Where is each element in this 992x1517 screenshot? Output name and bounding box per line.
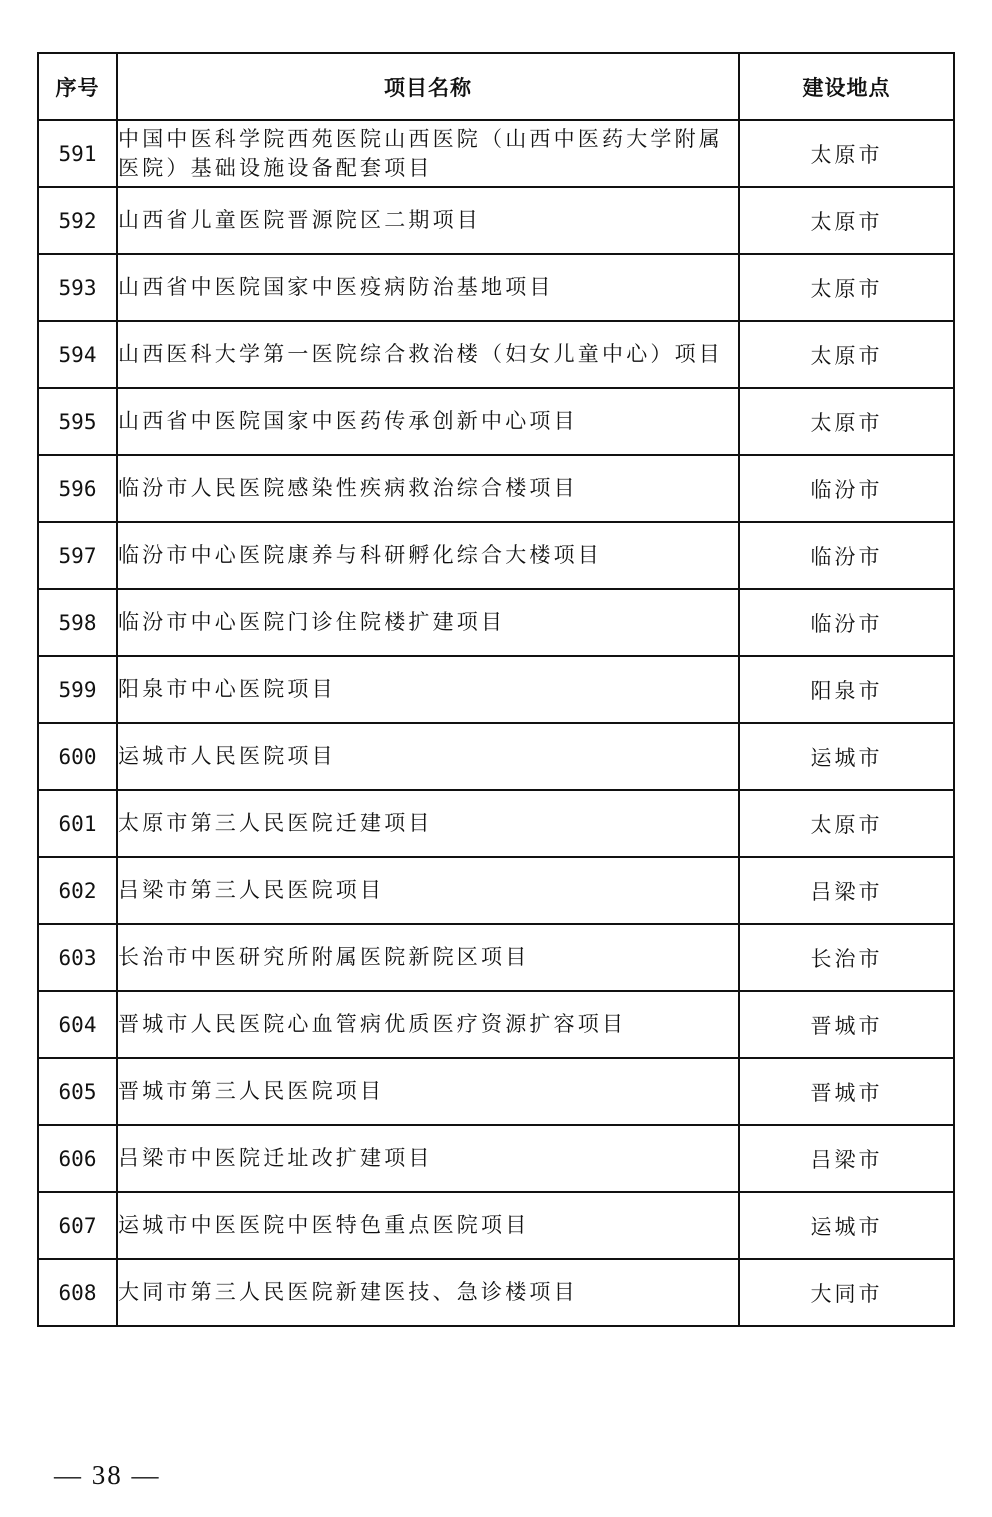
row-serial-number: 603 — [38, 924, 117, 991]
row-location: 临汾市 — [739, 455, 954, 522]
row-location: 阳泉市 — [739, 656, 954, 723]
row-project-name: 运城市人民医院项目 — [117, 723, 739, 790]
project-table — [37, 52, 955, 1327]
row-serial-number: 605 — [38, 1058, 117, 1125]
row-project-name: 长治市中医研究所附属医院新院区项目 — [117, 924, 739, 991]
row-serial-number: 607 — [38, 1192, 117, 1259]
row-project-name: 吕梁市第三人民医院项目 — [117, 857, 739, 924]
table-header-row — [38, 53, 954, 120]
page-number: — 38 — — [54, 1460, 161, 1490]
row-project-name: 临汾市人民医院感染性疾病救治综合楼项目 — [117, 455, 739, 522]
header-project-name: 项目名称 — [117, 53, 739, 120]
row-location: 太原市 — [739, 321, 954, 388]
row-project-name: 临汾市中心医院门诊住院楼扩建项目 — [117, 589, 739, 656]
row-location: 运城市 — [739, 723, 954, 790]
row-serial-number: 601 — [38, 790, 117, 857]
row-location: 太原市 — [739, 790, 954, 857]
row-project-name: 中国中医科学院西苑医院山西医院（山西中医药大学附属医院）基础设施设备配套项目 — [117, 120, 739, 187]
row-serial-number: 599 — [38, 656, 117, 723]
row-project-name: 临汾市中心医院康养与科研孵化综合大楼项目 — [117, 522, 739, 589]
row-serial-number: 597 — [38, 522, 117, 589]
row-location: 临汾市 — [739, 522, 954, 589]
table-row — [38, 522, 954, 589]
row-serial-number: 593 — [38, 254, 117, 321]
table-row — [38, 991, 954, 1058]
table-row — [38, 857, 954, 924]
table-row — [38, 589, 954, 656]
table-row — [38, 388, 954, 455]
table-row — [38, 1192, 954, 1259]
row-serial-number: 600 — [38, 723, 117, 790]
header-serial-number: 序号 — [38, 53, 117, 120]
row-location: 太原市 — [739, 254, 954, 321]
table-row — [38, 455, 954, 522]
row-serial-number: 606 — [38, 1125, 117, 1192]
table-row — [38, 656, 954, 723]
row-project-name: 太原市第三人民医院迁建项目 — [117, 790, 739, 857]
table-row — [38, 187, 954, 254]
row-serial-number: 594 — [38, 321, 117, 388]
row-location: 大同市 — [739, 1259, 954, 1326]
row-serial-number: 608 — [38, 1259, 117, 1326]
row-location: 太原市 — [739, 120, 954, 187]
table-row — [38, 120, 954, 187]
table-row — [38, 1058, 954, 1125]
table-row — [38, 254, 954, 321]
table-row — [38, 321, 954, 388]
row-serial-number: 591 — [38, 120, 117, 187]
table-row — [38, 924, 954, 991]
row-serial-number: 604 — [38, 991, 117, 1058]
row-location: 长治市 — [739, 924, 954, 991]
table-row — [38, 790, 954, 857]
row-project-name: 吕梁市中医院迁址改扩建项目 — [117, 1125, 739, 1192]
row-project-name: 山西省儿童医院晋源院区二期项目 — [117, 187, 739, 254]
row-project-name: 阳泉市中心医院项目 — [117, 656, 739, 723]
row-serial-number: 595 — [38, 388, 117, 455]
row-location: 晋城市 — [739, 1058, 954, 1125]
table-row — [38, 1125, 954, 1192]
row-location: 吕梁市 — [739, 857, 954, 924]
row-project-name: 山西省中医院国家中医疫病防治基地项目 — [117, 254, 739, 321]
row-serial-number: 592 — [38, 187, 117, 254]
row-project-name: 晋城市第三人民医院项目 — [117, 1058, 739, 1125]
row-project-name: 晋城市人民医院心血管病优质医疗资源扩容项目 — [117, 991, 739, 1058]
row-serial-number: 602 — [38, 857, 117, 924]
row-location: 太原市 — [739, 388, 954, 455]
header-location: 建设地点 — [739, 53, 954, 120]
row-location: 临汾市 — [739, 589, 954, 656]
row-project-name: 运城市中医医院中医特色重点医院项目 — [117, 1192, 739, 1259]
row-location: 太原市 — [739, 187, 954, 254]
row-location: 运城市 — [739, 1192, 954, 1259]
row-location: 晋城市 — [739, 991, 954, 1058]
row-project-name: 山西医科大学第一医院综合救治楼（妇女儿童中心）项目 — [117, 321, 739, 388]
row-project-name: 大同市第三人民医院新建医技、急诊楼项目 — [117, 1259, 739, 1326]
row-project-name: 山西省中医院国家中医药传承创新中心项目 — [117, 388, 739, 455]
row-serial-number: 596 — [38, 455, 117, 522]
table-row — [38, 1259, 954, 1326]
table-body — [38, 120, 954, 1326]
table-row — [38, 723, 954, 790]
row-serial-number: 598 — [38, 589, 117, 656]
row-location: 吕梁市 — [739, 1125, 954, 1192]
